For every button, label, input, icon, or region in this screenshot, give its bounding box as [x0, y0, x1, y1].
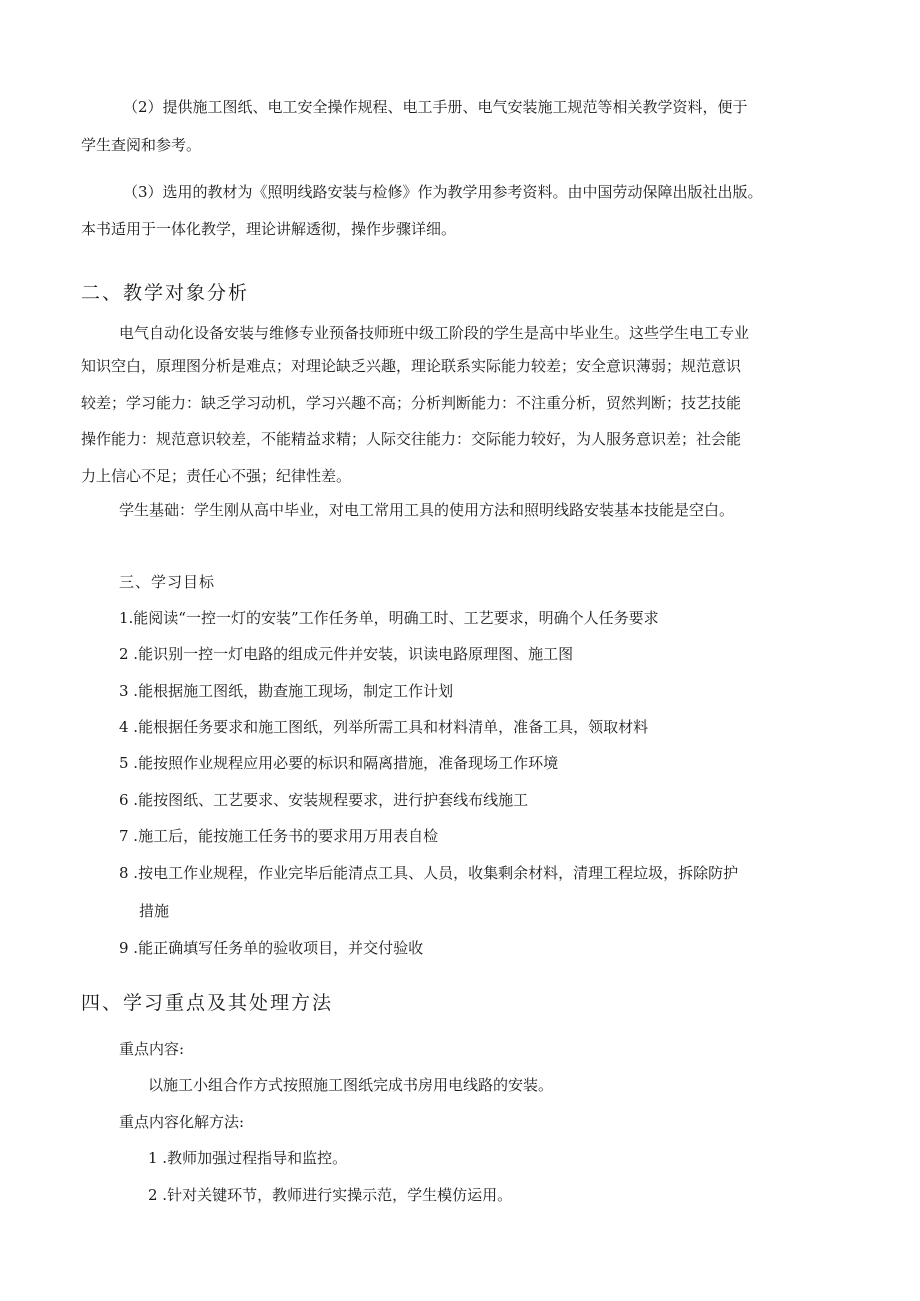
- goal-item-4: 4 .能根据任务要求和施工图纸，列举所需工具和材料清单，准备工具，领取材料: [119, 718, 649, 736]
- section2-heading: 二、教学对象分析: [81, 282, 250, 304]
- intro-p2-line2: 学生查阅和参考。: [81, 136, 202, 154]
- intro-p3-line2: 本书适用于一体化教学，理论讲解透彻，操作步骤详细。: [81, 220, 457, 238]
- section2-line-5: 力上信心不足；责任心不强；纪律性差。: [81, 467, 352, 485]
- goal-item-3: 3 .能根据施工图纸，勘查施工现场，制定工作计划: [119, 682, 454, 700]
- goal-item-6: 6 .能按图纸、工艺要求、安装规程要求，进行护套线布线施工: [119, 791, 529, 809]
- section2-line-4: 操作能力：规范意识较差，不能精益求精；人际交往能力：交际能力较好，为人服务意识差；社会能: [81, 430, 742, 448]
- intro-p2-line1: （2）提供施工图纸、电工安全操作规程、电工手册、电气安装施工规范等相关教学资料，便于: [123, 98, 748, 116]
- method-item-2: 2 .针对关键环节，教师进行实操示范，学生模仿运用。: [148, 1186, 513, 1204]
- key-content: 以施工小组合作方式按照施工图纸完成书房用电线路的安装。: [148, 1076, 554, 1094]
- method-label: 重点内容化解方法:: [119, 1113, 245, 1131]
- section2-line-1: 电气自动化设备安装与维修专业预备技师班中级工阶段的学生是高中毕业生。这些学生电工专业: [119, 324, 750, 342]
- key-label: 重点内容:: [119, 1040, 185, 1058]
- section2-line-2: 知识空白，原理图分析是难点；对理论缺乏兴趣，理论联系实际能力较差；安全意识薄弱；规范意识: [81, 357, 742, 375]
- section2-basis: 学生基础：学生刚从高中毕业，对电工常用工具的使用方法和照明线路安装基本技能是空白。: [119, 501, 735, 519]
- section2-line-3: 较差；学习能力：缺乏学习动机，学习兴趣不高；分析判断能力：不注重分析，贸然判断；技艺技能: [81, 394, 742, 412]
- goal-item-8-cont: 措施: [139, 902, 170, 920]
- method-item-1: 1 .教师加强过程指导和监控。: [148, 1149, 348, 1167]
- goal-item-9: 9 .能正确填写任务单的验收项目，并交付验收: [119, 939, 424, 957]
- goal-item-8: 8 .按电工作业规程，作业完毕后能清点工具、人员，收集剩余材料，清理工程垃圾，拆除防护: [119, 864, 739, 882]
- intro-p3-line1: （3）选用的教材为《照明线路安装与检修》作为教学用参考资料。由中国劳动保障出版社出版。: [123, 183, 763, 201]
- section3-heading: 三、学习目标: [119, 573, 216, 591]
- goal-item-5: 5 .能按照作业规程应用必要的标识和隔离措施，准备现场工作环境: [119, 754, 559, 772]
- goal-item-7: 7 .施工后，能按施工任务书的要求用万用表自检: [119, 827, 439, 845]
- goal-item-2: 2 .能识别一控一灯电路的组成元件并安装，识读电路原理图、施工图: [119, 645, 574, 663]
- goal-item-1: 1.能阅读“一控一灯的安装”工作任务单，明确工时、工艺要求，明确个人任务要求: [119, 609, 659, 627]
- section4-heading: 四、学习重点及其处理方法: [81, 992, 334, 1014]
